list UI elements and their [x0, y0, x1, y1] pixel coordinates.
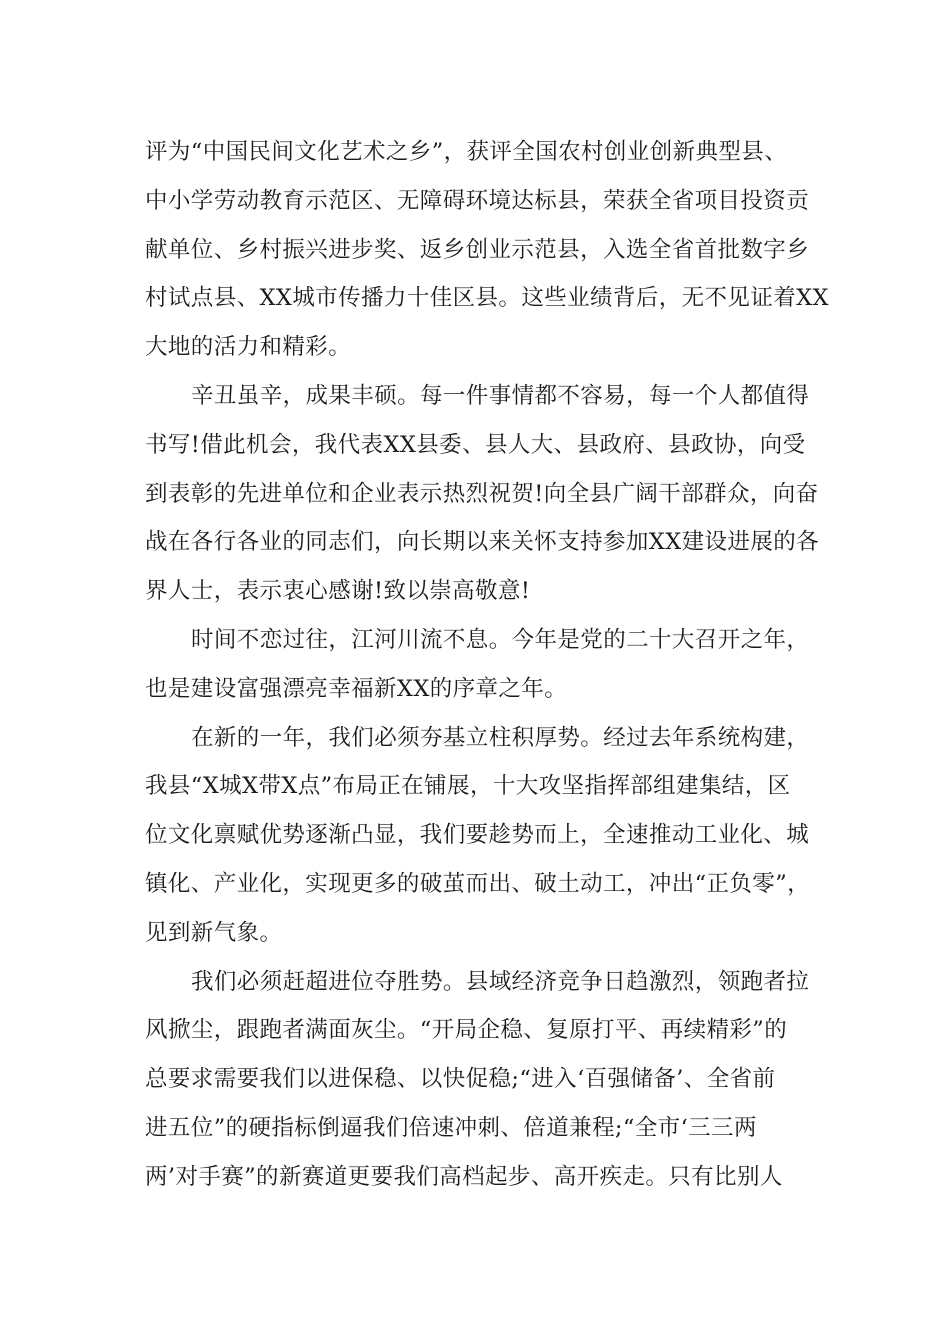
text-line: 村试点县、XX城市传播力十佳区县。这些业绩背后，无不见证着XX — [145, 285, 829, 312]
paragraph-1 — [145, 128, 829, 372]
document-body — [145, 128, 829, 1202]
text-line: 界人士，表示衷心感谢!致以崇高敬意! — [145, 578, 531, 605]
paragraph-4 — [145, 714, 811, 958]
text-line: 我们必须赶超进位夺胜势。县域经济竞争日趋激烈，领跑者拉 — [191, 968, 810, 995]
text-line: 风掀尘，跟跑者满面灰尘。“开局企稳、复原打平、再续精彩”的 — [145, 1017, 788, 1044]
text-line: 总要求需要我们以进保稳、以快促稳;“进入‘百强储备’、全省前 — [145, 1066, 776, 1093]
text-line: 评为“中国民间文化艺术之乡”，获评全国农村创业创新典型县、 — [145, 139, 788, 165]
paragraph-2 — [145, 372, 820, 616]
paragraph-3 — [145, 616, 810, 714]
text-line: 大地的活力和精彩。 — [145, 334, 352, 361]
text-line: 见到新气象。 — [145, 919, 283, 946]
text-line: 我县“X城X带X点”布局正在铺展，十大攻坚指挥部组建集结，区 — [145, 773, 791, 800]
text-line: 进五位”的硬指标倒逼我们倍速冲刺、倍道兼程;“全市‘三三两 — [145, 1114, 757, 1141]
text-line: 也是建设富强漂亮幸福新XX的序章之年。 — [145, 675, 568, 702]
text-line: 辛丑虽辛，成果丰硕。每一件事情都不容易，每一个人都值得 — [191, 382, 810, 409]
text-line: 两’对手赛”的新赛道更要我们高档起步、高开疾走。只有比别人 — [145, 1163, 783, 1190]
text-line: 到表彰的先进单位和企业表示热烈祝贺!向全县广阔干部群众，向奋 — [145, 480, 819, 507]
text-line: 中小学劳动教育示范区、无障碍环境达标县，荣获全省项目投资贡 — [145, 187, 810, 214]
text-line: 在新的一年，我们必须夯基立柱积厚势。经过去年系统构建， — [191, 724, 810, 751]
text-line: 时间不恋过往，江河川流不息。今年是党的二十大召开之年， — [191, 626, 810, 653]
text-line: 位文化禀赋优势逐渐凸显，我们要趁势而上，全速推动工业化、城 — [145, 822, 810, 849]
text-line: 献单位、乡村振兴进步奖、返乡创业示范县，入选全省首批数字乡 — [145, 236, 810, 263]
paragraph-5 — [145, 958, 810, 1202]
text-line: 书写!借此机会，我代表XX县委、县人大、县政府、县政协，向受 — [145, 431, 806, 458]
text-line: 镇化、产业化，实现更多的破茧而出、破土动工，冲出“正负零”， — [145, 870, 811, 897]
text-line: 战在各行各业的同志们，向长期以来关怀支持参加XX建设进展的各 — [145, 529, 820, 556]
